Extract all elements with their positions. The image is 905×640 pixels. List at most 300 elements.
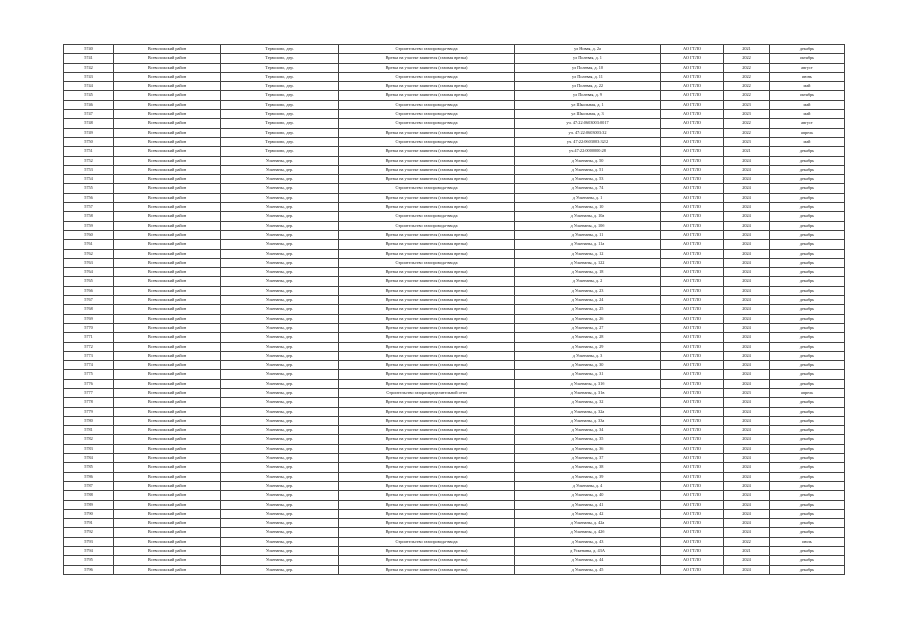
district-cell: Всеволожский район bbox=[114, 398, 221, 407]
year-cell: 2024 bbox=[724, 500, 770, 509]
year-cell: 2023 bbox=[724, 388, 770, 397]
settlement-cell: Ускенаны, дер. bbox=[221, 556, 339, 565]
table-row bbox=[64, 268, 845, 277]
settlement-cell: Ускенаны, дер. bbox=[221, 165, 339, 174]
year-cell: 2023 bbox=[724, 100, 770, 109]
table-row bbox=[64, 165, 845, 174]
organization-cell: АО ГТЛО bbox=[661, 500, 724, 509]
year-cell: 2024 bbox=[724, 491, 770, 500]
year-cell: 2024 bbox=[724, 193, 770, 202]
work-type-cell: Врезка на участке заявителя (газовая врезка) bbox=[339, 416, 515, 425]
month-cell: апрель bbox=[770, 128, 845, 137]
month-cell: декабрь bbox=[770, 212, 845, 221]
work-type-cell: Врезка на участке заявителя (газовая врезка) bbox=[339, 268, 515, 277]
table-row bbox=[64, 379, 845, 388]
settlement-cell: Терволово, дер. bbox=[221, 82, 339, 91]
district-cell: Всеволожский район bbox=[114, 454, 221, 463]
table-row bbox=[64, 361, 845, 370]
settlement-cell: Ускенаны, дер. bbox=[221, 519, 339, 528]
address-cell: д Ускенаны, д. 39 bbox=[515, 472, 661, 481]
table-row bbox=[64, 277, 845, 286]
address-cell: ул Школьная, д. 1 bbox=[515, 100, 661, 109]
table-row bbox=[64, 519, 845, 528]
table-row bbox=[64, 426, 845, 435]
address-cell: д Ускенаны, д. 42 bbox=[515, 509, 661, 518]
table-row bbox=[64, 323, 845, 332]
district-cell: Всеволожский район bbox=[114, 379, 221, 388]
address-cell: д Ускенаны, д. 38 bbox=[515, 463, 661, 472]
table-row bbox=[64, 147, 845, 156]
year-cell: 2024 bbox=[724, 240, 770, 249]
work-type-cell: Строительство газопровода-ввода bbox=[339, 258, 515, 267]
organization-cell: АО ГТЛО bbox=[661, 463, 724, 472]
address-cell: д Ускенаны, д. 37 bbox=[515, 454, 661, 463]
month-cell: декабрь bbox=[770, 296, 845, 305]
month-cell: декабрь bbox=[770, 398, 845, 407]
year-cell: 2024 bbox=[724, 398, 770, 407]
year-cell: 2024 bbox=[724, 472, 770, 481]
settlement-cell: Ускенаны, дер. bbox=[221, 305, 339, 314]
month-cell: июль bbox=[770, 537, 845, 546]
month-cell: октябрь bbox=[770, 54, 845, 63]
settlement-cell: Ускенаны, дер. bbox=[221, 296, 339, 305]
address-cell: д Ускенаны, д. 10 bbox=[515, 203, 661, 212]
address-cell: д Ускенаны, д. 31 bbox=[515, 370, 661, 379]
month-cell: декабрь bbox=[770, 454, 845, 463]
year-cell: 2024 bbox=[724, 286, 770, 295]
address-cell: уч. 47:22:0603003:32/2 bbox=[515, 137, 661, 146]
district-cell: Всеволожский район bbox=[114, 500, 221, 509]
organization-cell: АО ГТЛО bbox=[661, 296, 724, 305]
address-cell: д Ускенаны, д. 74 bbox=[515, 184, 661, 193]
month-cell: декабрь bbox=[770, 314, 845, 323]
address-cell: д Ускенаны, д. 51 bbox=[515, 165, 661, 174]
settlement-cell: Терволово, дер. bbox=[221, 63, 339, 72]
address-cell: д Ускенаны, д. 18 bbox=[515, 268, 661, 277]
district-cell: Всеволожский район bbox=[114, 156, 221, 165]
district-cell: Всеволожский район bbox=[114, 268, 221, 277]
row-number-cell: 5763 bbox=[64, 258, 114, 267]
district-cell: Всеволожский район bbox=[114, 370, 221, 379]
address-cell: д Ускенаны, д. 43А bbox=[515, 547, 661, 556]
table-row bbox=[64, 333, 845, 342]
district-cell: Всеволожский район bbox=[114, 323, 221, 332]
work-type-cell: Строительство газопровода-ввода bbox=[339, 537, 515, 546]
organization-cell: АО ГТЛО bbox=[661, 314, 724, 323]
month-cell: декабрь bbox=[770, 305, 845, 314]
row-number-cell: 5762 bbox=[64, 249, 114, 258]
table-row bbox=[64, 221, 845, 230]
table-row bbox=[64, 454, 845, 463]
row-number-cell: 5779 bbox=[64, 407, 114, 416]
settlement-cell: Ускенаны, дер. bbox=[221, 156, 339, 165]
work-type-cell: Врезка на участке заявителя (газовая врезка) bbox=[339, 128, 515, 137]
settlement-cell: Ускенаны, дер. bbox=[221, 435, 339, 444]
work-type-cell: Врезка на участке заявителя (газовая врезка) bbox=[339, 91, 515, 100]
work-type-cell: Врезка на участке заявителя (газовая врезка) bbox=[339, 63, 515, 72]
row-number-cell: 5773 bbox=[64, 351, 114, 360]
address-cell: д Ускенаны, д. 1 bbox=[515, 193, 661, 202]
data-table bbox=[63, 44, 845, 575]
work-type-cell: Врезка на участке заявителя (газовая врезка) bbox=[339, 54, 515, 63]
year-cell: 2022 bbox=[724, 72, 770, 81]
district-cell: Всеволожский район bbox=[114, 528, 221, 537]
address-cell: д Ускенаны, д. 42а bbox=[515, 519, 661, 528]
settlement-cell: Терволово, дер. bbox=[221, 45, 339, 54]
year-cell: 2024 bbox=[724, 230, 770, 239]
settlement-cell: Ускенаны, дер. bbox=[221, 509, 339, 518]
settlement-cell: Ускенаны, дер. bbox=[221, 444, 339, 453]
work-type-cell: Врезка на участке заявителя (газовая врезка) bbox=[339, 528, 515, 537]
row-number-cell: 5794 bbox=[64, 547, 114, 556]
address-cell: д Ускенаны, д. 42б bbox=[515, 528, 661, 537]
table-row bbox=[64, 72, 845, 81]
work-type-cell: Врезка на участке заявителя (газовая врезка) bbox=[339, 193, 515, 202]
year-cell: 2024 bbox=[724, 175, 770, 184]
work-type-cell: Строительство газопровода-ввода bbox=[339, 72, 515, 81]
row-number-cell: 5740 bbox=[64, 45, 114, 54]
organization-cell: АО ГТЛО bbox=[661, 519, 724, 528]
settlement-cell: Ускенаны, дер. bbox=[221, 240, 339, 249]
table-row bbox=[64, 45, 845, 54]
table-row bbox=[64, 351, 845, 360]
settlement-cell: Ускенаны, дер. bbox=[221, 193, 339, 202]
organization-cell: АО ГТЛО bbox=[661, 426, 724, 435]
month-cell: декабрь bbox=[770, 463, 845, 472]
district-cell: Всеволожский район bbox=[114, 137, 221, 146]
address-cell: д Ускенаны, д. 44 bbox=[515, 556, 661, 565]
organization-cell: АО ГТЛО bbox=[661, 203, 724, 212]
table-row bbox=[64, 537, 845, 546]
month-cell: декабрь bbox=[770, 426, 845, 435]
organization-cell: АО ГТЛО bbox=[661, 184, 724, 193]
year-cell: 2024 bbox=[724, 156, 770, 165]
table-row bbox=[64, 63, 845, 72]
month-cell: декабрь bbox=[770, 258, 845, 267]
address-cell: д Ускенаны, д. 122 bbox=[515, 258, 661, 267]
table-row bbox=[64, 137, 845, 146]
address-cell: д Ускенаны, д. 50 bbox=[515, 156, 661, 165]
address-cell: уч. 47:22:0603003:0017 bbox=[515, 119, 661, 128]
table-row bbox=[64, 212, 845, 221]
month-cell: июнь bbox=[770, 72, 845, 81]
work-type-cell: Врезка на участке заявителя (газовая врезка) bbox=[339, 296, 515, 305]
work-type-cell: Врезка на участке заявителя (газовая врезка) bbox=[339, 156, 515, 165]
address-cell: ул Новая, д. 2а bbox=[515, 45, 661, 54]
work-type-cell: Врезка на участке заявителя (газовая врезка) bbox=[339, 426, 515, 435]
table-row bbox=[64, 286, 845, 295]
table-row bbox=[64, 407, 845, 416]
organization-cell: АО ГТЛО bbox=[661, 435, 724, 444]
address-cell: д Ускенаны, д. 11 bbox=[515, 230, 661, 239]
organization-cell: АО ГТЛО bbox=[661, 45, 724, 54]
work-type-cell: Врезка на участке заявителя (газовая врезка) bbox=[339, 314, 515, 323]
table-row bbox=[64, 305, 845, 314]
address-cell: д Ускенаны, д. 28 bbox=[515, 333, 661, 342]
month-cell: декабрь bbox=[770, 509, 845, 518]
settlement-cell: Ускенаны, дер. bbox=[221, 370, 339, 379]
settlement-cell: Терволово, дер. bbox=[221, 128, 339, 137]
row-number-cell: 5768 bbox=[64, 305, 114, 314]
row-number-cell: 5756 bbox=[64, 193, 114, 202]
address-cell: д Ускенаны, д. 27 bbox=[515, 323, 661, 332]
organization-cell: АО ГТЛО bbox=[661, 491, 724, 500]
settlement-cell: Ускенаны, дер. bbox=[221, 463, 339, 472]
district-cell: Всеволожский район bbox=[114, 416, 221, 425]
row-number-cell: 5769 bbox=[64, 314, 114, 323]
month-cell: май bbox=[770, 82, 845, 91]
table-row bbox=[64, 565, 845, 574]
district-cell: Всеволожский район bbox=[114, 277, 221, 286]
row-number-cell: 5743 bbox=[64, 72, 114, 81]
address-cell: д Ускенаны, д. 36 bbox=[515, 444, 661, 453]
address-cell: ул Полевая, д. 10 bbox=[515, 63, 661, 72]
table-row bbox=[64, 128, 845, 137]
work-type-cell: Врезка на участке заявителя (газовая врезка) bbox=[339, 370, 515, 379]
year-cell: 2024 bbox=[724, 528, 770, 537]
district-cell: Всеволожский район bbox=[114, 537, 221, 546]
row-number-cell: 5775 bbox=[64, 370, 114, 379]
row-number-cell: 5746 bbox=[64, 100, 114, 109]
month-cell: декабрь bbox=[770, 286, 845, 295]
organization-cell: АО ГТЛО bbox=[661, 212, 724, 221]
month-cell: май bbox=[770, 100, 845, 109]
settlement-cell: Ускенаны, дер. bbox=[221, 277, 339, 286]
settlement-cell: Ускенаны, дер. bbox=[221, 184, 339, 193]
table-row bbox=[64, 110, 845, 119]
table-body bbox=[64, 45, 845, 575]
month-cell: декабрь bbox=[770, 444, 845, 453]
settlement-cell: Ускенаны, дер. bbox=[221, 481, 339, 490]
organization-cell: АО ГТЛО bbox=[661, 454, 724, 463]
organization-cell: АО ГТЛО bbox=[661, 147, 724, 156]
year-cell: 2021 bbox=[724, 547, 770, 556]
district-cell: Всеволожский район bbox=[114, 472, 221, 481]
district-cell: Всеволожский район bbox=[114, 435, 221, 444]
year-cell: 2022 bbox=[724, 128, 770, 137]
year-cell: 2024 bbox=[724, 268, 770, 277]
district-cell: Всеволожский район bbox=[114, 110, 221, 119]
table-row bbox=[64, 203, 845, 212]
year-cell: 2024 bbox=[724, 249, 770, 258]
settlement-cell: Ускенаны, дер. bbox=[221, 528, 339, 537]
settlement-cell: Ускенаны, дер. bbox=[221, 175, 339, 184]
year-cell: 2022 bbox=[724, 82, 770, 91]
district-cell: Всеволожский район bbox=[114, 342, 221, 351]
month-cell: декабрь bbox=[770, 175, 845, 184]
organization-cell: АО ГТЛО bbox=[661, 91, 724, 100]
organization-cell: АО ГТЛО bbox=[661, 268, 724, 277]
work-type-cell: Врезка на участке заявителя (газовая врезка) bbox=[339, 286, 515, 295]
work-type-cell: Врезка на участке заявителя (газовая врезка) bbox=[339, 323, 515, 332]
year-cell: 2024 bbox=[724, 221, 770, 230]
work-type-cell: Строительство газопровода-ввода bbox=[339, 137, 515, 146]
table-row bbox=[64, 416, 845, 425]
organization-cell: АО ГТЛО bbox=[661, 528, 724, 537]
work-type-cell: Строительство газораспределительной сети bbox=[339, 388, 515, 397]
settlement-cell: Ускенаны, дер. bbox=[221, 500, 339, 509]
work-type-cell: Врезка на участке заявителя (газовая врезка) bbox=[339, 147, 515, 156]
district-cell: Всеволожский район bbox=[114, 556, 221, 565]
row-number-cell: 5749 bbox=[64, 128, 114, 137]
year-cell: 2022 bbox=[724, 91, 770, 100]
work-type-cell: Строительство газопровода-ввода bbox=[339, 119, 515, 128]
work-type-cell: Врезка на участке заявителя (газовая врезка) bbox=[339, 203, 515, 212]
year-cell: 2024 bbox=[724, 314, 770, 323]
district-cell: Всеволожский район bbox=[114, 72, 221, 81]
table-row bbox=[64, 500, 845, 509]
row-number-cell: 5792 bbox=[64, 528, 114, 537]
year-cell: 2021 bbox=[724, 147, 770, 156]
month-cell: август bbox=[770, 119, 845, 128]
table-row bbox=[64, 100, 845, 109]
work-type-cell: Врезка на участке заявителя (газовая врезка) bbox=[339, 398, 515, 407]
row-number-cell: 5795 bbox=[64, 556, 114, 565]
table-row bbox=[64, 249, 845, 258]
year-cell: 2024 bbox=[724, 323, 770, 332]
work-type-cell: Врезка на участке заявителя (газовая врезка) bbox=[339, 361, 515, 370]
organization-cell: АО ГТЛО bbox=[661, 54, 724, 63]
year-cell: 2024 bbox=[724, 184, 770, 193]
row-number-cell: 5783 bbox=[64, 444, 114, 453]
work-type-cell: Врезка на участке заявителя (газовая врезка) bbox=[339, 277, 515, 286]
district-cell: Всеволожский район bbox=[114, 426, 221, 435]
table-row bbox=[64, 547, 845, 556]
settlement-cell: Терволово, дер. bbox=[221, 72, 339, 81]
month-cell: апрель bbox=[770, 388, 845, 397]
work-type-cell: Строительство газопровода-ввода bbox=[339, 100, 515, 109]
work-type-cell: Строительство газопровода-ввода bbox=[339, 110, 515, 119]
row-number-cell: 5754 bbox=[64, 175, 114, 184]
year-cell: 2022 bbox=[724, 119, 770, 128]
month-cell: декабрь bbox=[770, 342, 845, 351]
district-cell: Всеволожский район bbox=[114, 91, 221, 100]
district-cell: Всеволожский район bbox=[114, 547, 221, 556]
address-cell: д Ускенаны, д. 24 bbox=[515, 296, 661, 305]
table-row bbox=[64, 388, 845, 397]
row-number-cell: 5747 bbox=[64, 110, 114, 119]
organization-cell: АО ГТЛО bbox=[661, 342, 724, 351]
month-cell: декабрь bbox=[770, 240, 845, 249]
month-cell: декабрь bbox=[770, 249, 845, 258]
month-cell: декабрь bbox=[770, 435, 845, 444]
month-cell: декабрь bbox=[770, 193, 845, 202]
settlement-cell: Ускенаны, дер. bbox=[221, 361, 339, 370]
row-number-cell: 5744 bbox=[64, 82, 114, 91]
organization-cell: АО ГТЛО bbox=[661, 119, 724, 128]
address-cell: д Ускенаны, д. 29 bbox=[515, 342, 661, 351]
work-type-cell: Врезка на участке заявителя (газовая врезка) bbox=[339, 481, 515, 490]
district-cell: Всеволожский район bbox=[114, 463, 221, 472]
address-cell: д Ускенаны, д. 11а bbox=[515, 240, 661, 249]
work-type-cell: Врезка на участке заявителя (газовая врезка) bbox=[339, 491, 515, 500]
row-number-cell: 5760 bbox=[64, 230, 114, 239]
row-number-cell: 5759 bbox=[64, 221, 114, 230]
year-cell: 2024 bbox=[724, 296, 770, 305]
row-number-cell: 5761 bbox=[64, 240, 114, 249]
district-cell: Всеволожский район bbox=[114, 351, 221, 360]
organization-cell: АО ГТЛО bbox=[661, 323, 724, 332]
address-cell: д Ускенаны, д. 30 bbox=[515, 361, 661, 370]
table-row bbox=[64, 91, 845, 100]
organization-cell: АО ГТЛО bbox=[661, 556, 724, 565]
organization-cell: АО ГТЛО bbox=[661, 407, 724, 416]
row-number-cell: 5772 bbox=[64, 342, 114, 351]
year-cell: 2024 bbox=[724, 454, 770, 463]
settlement-cell: Ускенаны, дер. bbox=[221, 286, 339, 295]
year-cell: 2023 bbox=[724, 110, 770, 119]
organization-cell: АО ГТЛО bbox=[661, 110, 724, 119]
district-cell: Всеволожский район bbox=[114, 63, 221, 72]
settlement-cell: Ускенаны, дер. bbox=[221, 388, 339, 397]
district-cell: Всеволожский район bbox=[114, 565, 221, 574]
table-row bbox=[64, 240, 845, 249]
table-row bbox=[64, 556, 845, 565]
work-type-cell: Врезка на участке заявителя (газовая врезка) bbox=[339, 351, 515, 360]
address-cell: д Ускенаны, д. 32а bbox=[515, 407, 661, 416]
organization-cell: АО ГТЛО bbox=[661, 565, 724, 574]
year-cell: 2024 bbox=[724, 361, 770, 370]
work-type-cell: Врезка на участке заявителя (газовая врезка) bbox=[339, 444, 515, 453]
year-cell: 2024 bbox=[724, 407, 770, 416]
row-number-cell: 5776 bbox=[64, 379, 114, 388]
district-cell: Всеволожский район bbox=[114, 175, 221, 184]
organization-cell: АО ГТЛО bbox=[661, 165, 724, 174]
settlement-cell: Терволово, дер. bbox=[221, 119, 339, 128]
month-cell: декабрь bbox=[770, 147, 845, 156]
district-cell: Всеволожский район bbox=[114, 361, 221, 370]
year-cell: 2024 bbox=[724, 258, 770, 267]
district-cell: Всеволожский район bbox=[114, 212, 221, 221]
month-cell: декабрь bbox=[770, 472, 845, 481]
row-number-cell: 5766 bbox=[64, 286, 114, 295]
address-cell: ул Полевая, д. 9 bbox=[515, 91, 661, 100]
settlement-cell: Ускенаны, дер. bbox=[221, 268, 339, 277]
row-number-cell: 5781 bbox=[64, 426, 114, 435]
month-cell: декабрь bbox=[770, 416, 845, 425]
row-number-cell: 5742 bbox=[64, 63, 114, 72]
work-type-cell: Врезка на участке заявителя (газовая врезка) bbox=[339, 509, 515, 518]
row-number-cell: 5752 bbox=[64, 156, 114, 165]
address-cell: д Ускенаны, д. 4 bbox=[515, 481, 661, 490]
organization-cell: АО ГТЛО bbox=[661, 537, 724, 546]
year-cell: 2024 bbox=[724, 212, 770, 221]
organization-cell: АО ГТЛО bbox=[661, 72, 724, 81]
year-cell: 2024 bbox=[724, 509, 770, 518]
district-cell: Всеволожский район bbox=[114, 333, 221, 342]
month-cell: декабрь bbox=[770, 547, 845, 556]
settlement-cell: Ускенаны, дер. bbox=[221, 491, 339, 500]
row-number-cell: 5741 bbox=[64, 54, 114, 63]
address-cell: д Ускенаны, д. 23 bbox=[515, 286, 661, 295]
district-cell: Всеволожский район bbox=[114, 54, 221, 63]
organization-cell: АО ГТЛО bbox=[661, 547, 724, 556]
work-type-cell: Врезка на участке заявителя (газовая врезка) bbox=[339, 82, 515, 91]
table-row bbox=[64, 119, 845, 128]
address-cell: д Ускенаны, д. 3 bbox=[515, 351, 661, 360]
organization-cell: АО ГТЛО bbox=[661, 156, 724, 165]
address-cell: ул Полевая, д. 11 bbox=[515, 72, 661, 81]
district-cell: Всеволожский район bbox=[114, 221, 221, 230]
year-cell: 2022 bbox=[724, 54, 770, 63]
organization-cell: АО ГТЛО bbox=[661, 398, 724, 407]
table-row bbox=[64, 314, 845, 323]
year-cell: 2024 bbox=[724, 556, 770, 565]
month-cell: декабрь bbox=[770, 370, 845, 379]
row-number-cell: 5778 bbox=[64, 398, 114, 407]
organization-cell: АО ГТЛО bbox=[661, 63, 724, 72]
address-cell: уч.47:22:0000000:28 bbox=[515, 147, 661, 156]
